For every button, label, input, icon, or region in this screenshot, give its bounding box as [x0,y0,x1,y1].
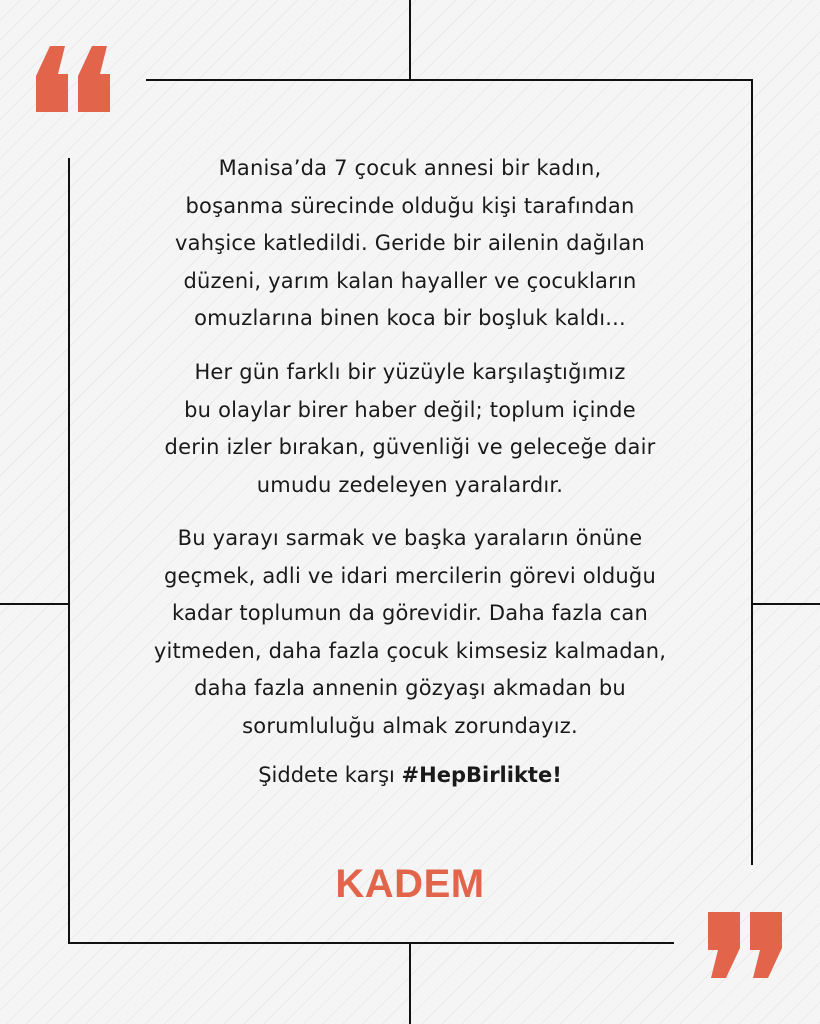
text-line: yitmeden, daha fazla çocuk kimsesiz kalmadan, [153,638,667,663]
text-line: omuzlarına binen koca bir boşluk kaldı... [194,306,626,330]
text-line: Bu yarayı sarmak ve başka yaraların önüne [177,526,643,550]
paragraph-1 [100,150,720,338]
frame-right-vertical-line [751,79,753,865]
open-quote-icon [36,46,110,112]
text-line: sorumluluğu almak zorundayız. [242,713,578,738]
frame-bottom-vertical-line [409,943,411,1024]
close-quote-icon [708,912,782,978]
text-line: derin izler bırakan, güvenliği ve geleceğe dair [164,435,656,459]
closing-prefix: Şiddete karşı [258,763,402,787]
text-line: Manisa’da 7 çocuk annesi bir kadın, [218,156,602,180]
text-line: kadar toplumun da görevidir. Daha fazla can [172,601,648,625]
frame-right-horizontal-line [751,603,820,605]
text-line: Her gün farklı bir yüzüyle karşılaştığımız [194,360,626,384]
frame-bottom-horizontal-line [68,942,674,944]
closing-line [100,757,720,794]
frame-left-horizontal-line [0,603,69,605]
hashtag: #HepBirlikte! [401,763,562,787]
frame-top-horizontal-line [146,79,752,81]
paragraph-2 [100,354,720,504]
text-line: vahşice katledildi. Geride bir ailenin dağılan [175,231,645,255]
brand-logo: KADEM [335,862,485,906]
text-line: umudu zedeleyen yaralardır. [256,472,564,497]
paragraph-3 [100,520,720,745]
frame-left-vertical-line [68,158,70,943]
text-line: düzeni, yarım kalan hayaller ve çocukların [183,268,637,293]
text-line: boşanma sürecinde olduğu kişi tarafından [185,193,635,218]
text-line: geçmek, adli ve idari mercilerin görevi olduğu [164,563,656,588]
frame-top-vertical-line [409,0,411,80]
text-line: daha fazla annenin gözyaşı akmadan bu [194,676,626,700]
text-line: bu olaylar birer haber değil; toplum içinde [184,397,636,422]
